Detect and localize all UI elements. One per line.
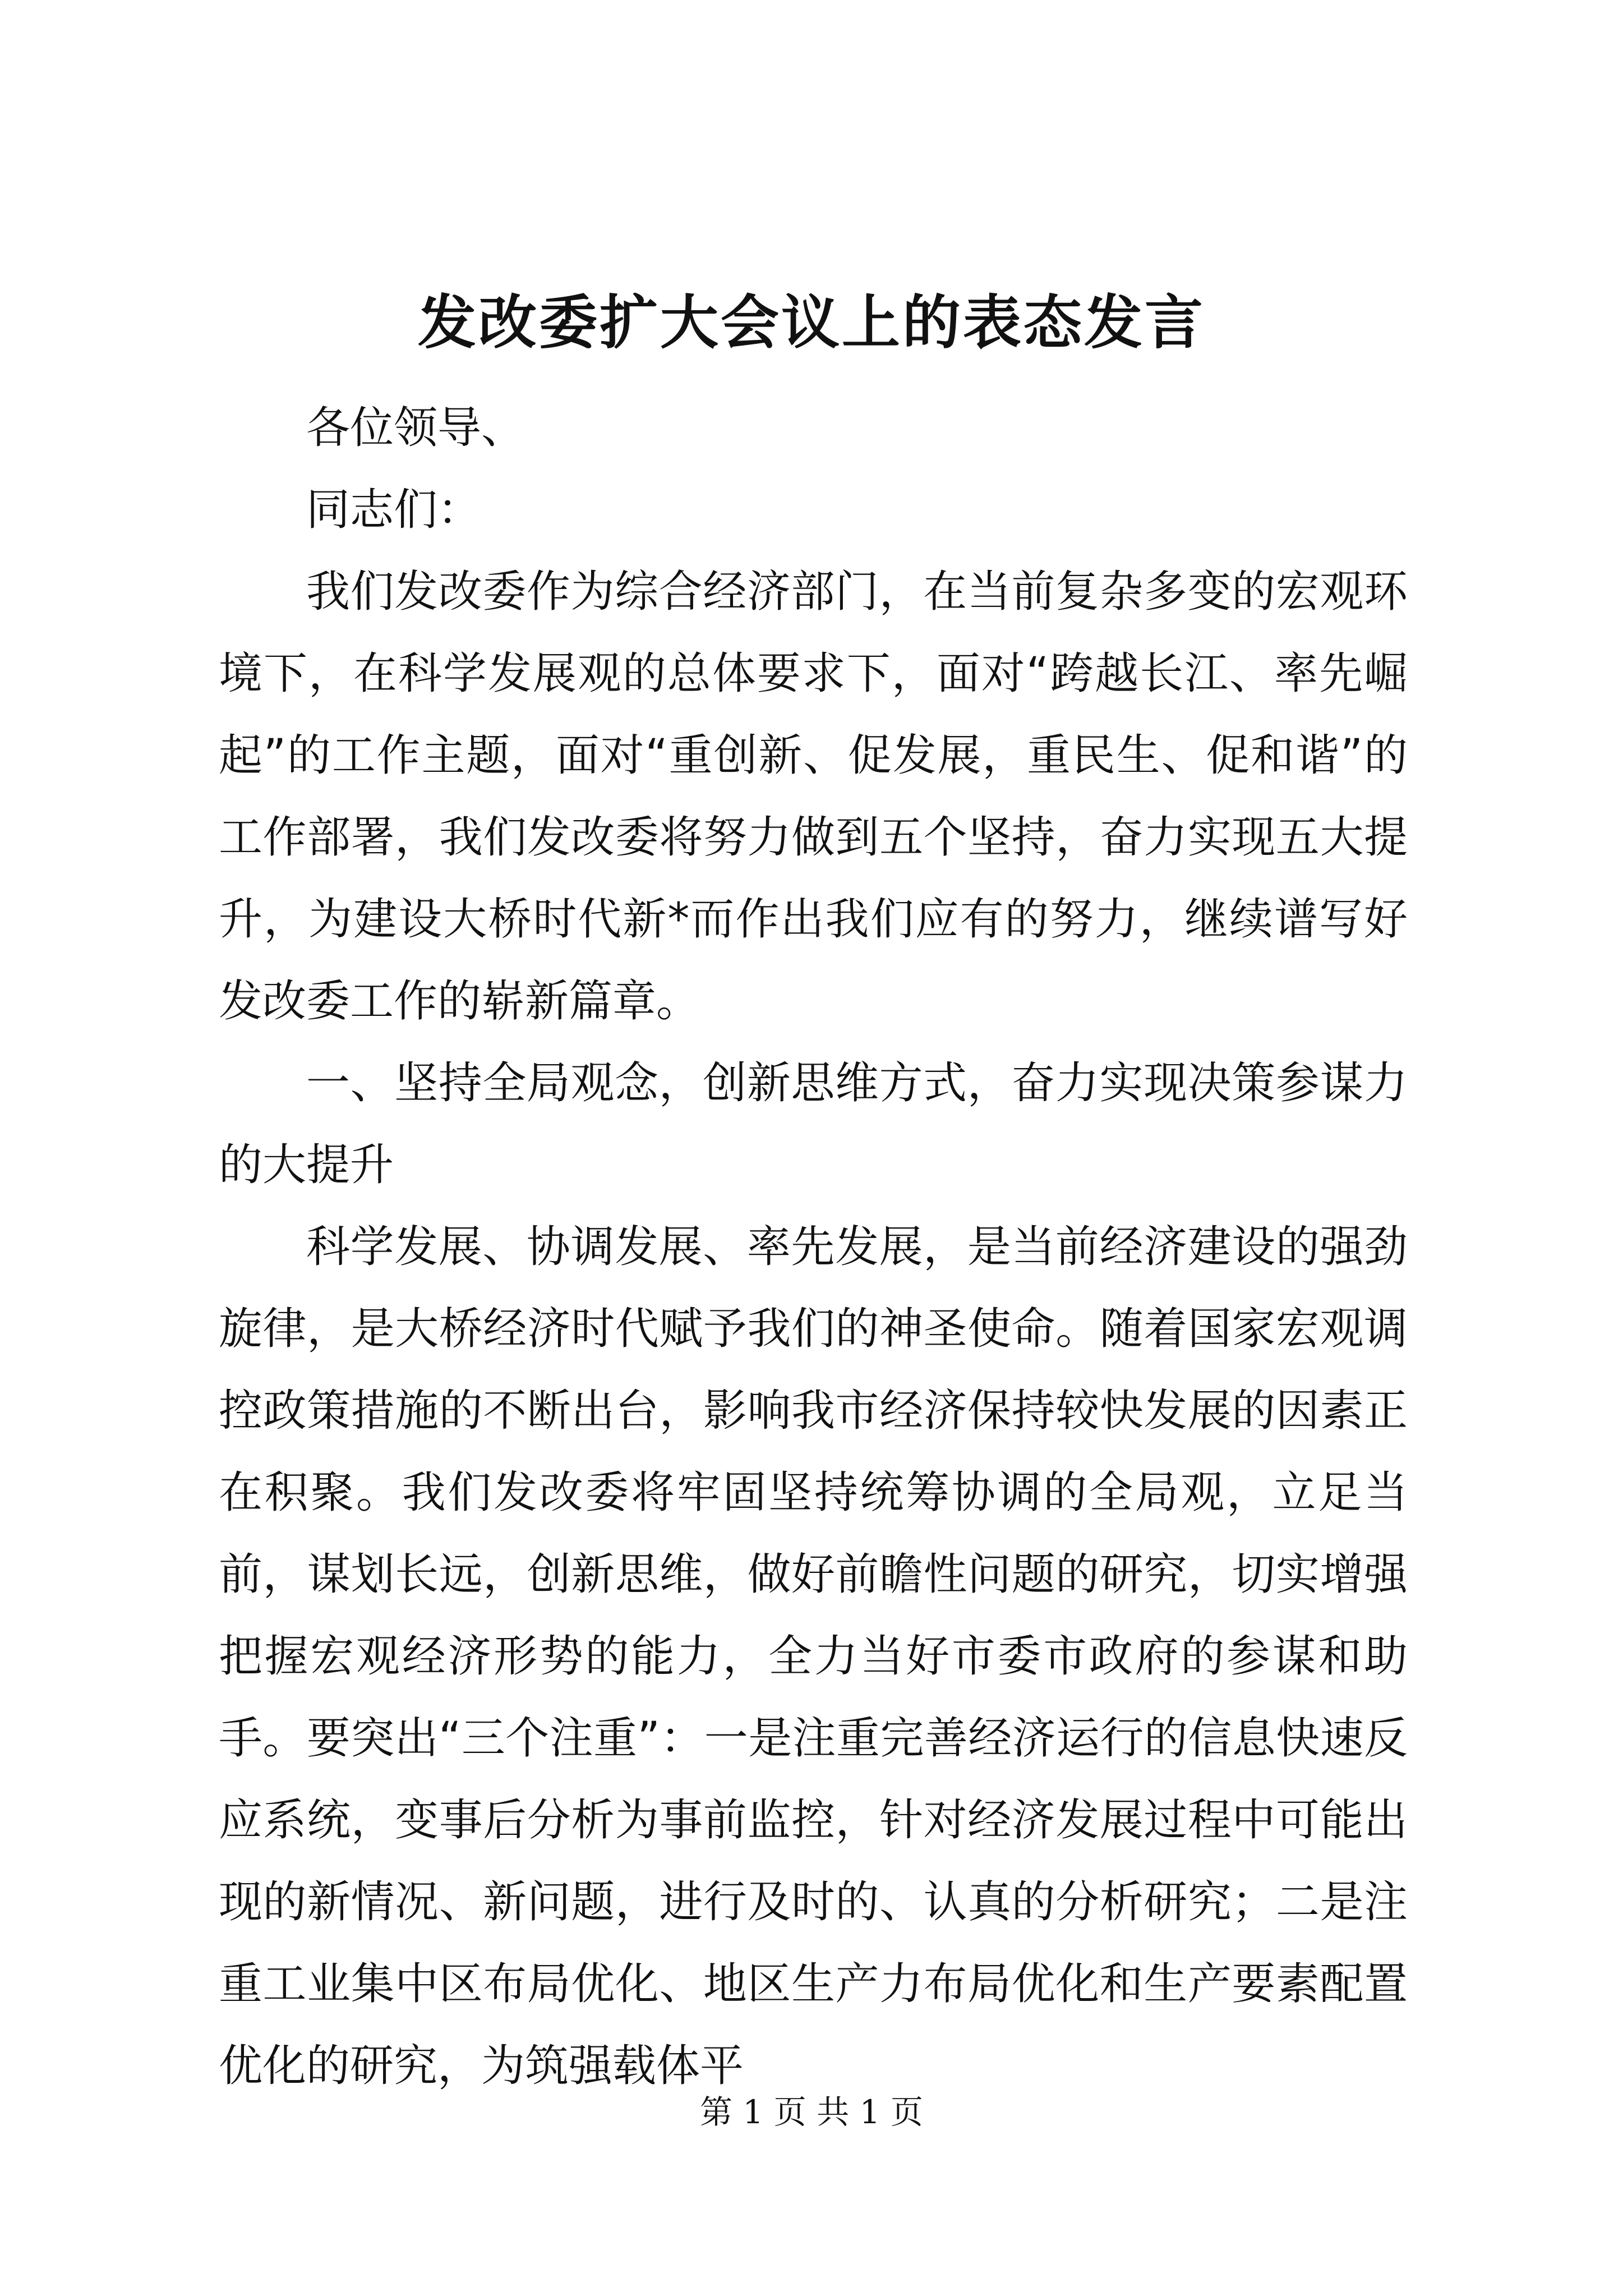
paragraph-section-body-1: 科学发展、协调发展、率先发展，是当前经济建设的强劲旋律，是大桥经济时代赋予我们的神圣使命。随着国家宏观调控政策措施的不断出台，影响我市经济保持较快发展的因素正在积聚。我们发改委将牢固坚持统筹协调的全局观，立足当前，谋划长远，创新思维，做好前瞻性问题的研究，切实增强把握宏观经济形势的能力，全力当好市委市政府的参谋和助手。要突出“三个注重”：一是注重完善经济运行的信息快速反应系统，变事后分析为事前监控，针对经济发展过程中可能出现的新情况、新问题，进行及时的、认真的分析研究；二是注重工业集中区布局优化、地区生产力布局优化和生产要素配置优化的研究，为筑强载体平 (219, 1222, 1408, 2091)
document-body (219, 387, 1408, 2107)
document-title: 发改委扩大会议上的表态发言 (417, 288, 1205, 357)
paragraph-section-heading-1: 一、坚持全局观念，创新思维方式，奋力实现决策参谋力的大提升 (219, 1058, 1408, 1190)
page-footer: 第 1 页 共 1 页 (700, 2093, 923, 2131)
paragraph-salutation-2: 同志们： (306, 485, 482, 535)
paragraph-intro: 我们发改委作为综合经济部门，在当前复杂多变的宏观环境下，在科学发展观的总体要求下，面对“跨越长江、率先崛起”的工作主题，面对“重创新、促发展，重民生、促和谐”的工作部署，我们发改委将努力做到五个坚持，奋力实现五大提升，为建设大桥时代新*而作出我们应有的努力，继续谱写好发改委工作的崭新篇章。 (219, 567, 1408, 1027)
paragraph-salutation-1: 各位领导、 (306, 403, 525, 453)
